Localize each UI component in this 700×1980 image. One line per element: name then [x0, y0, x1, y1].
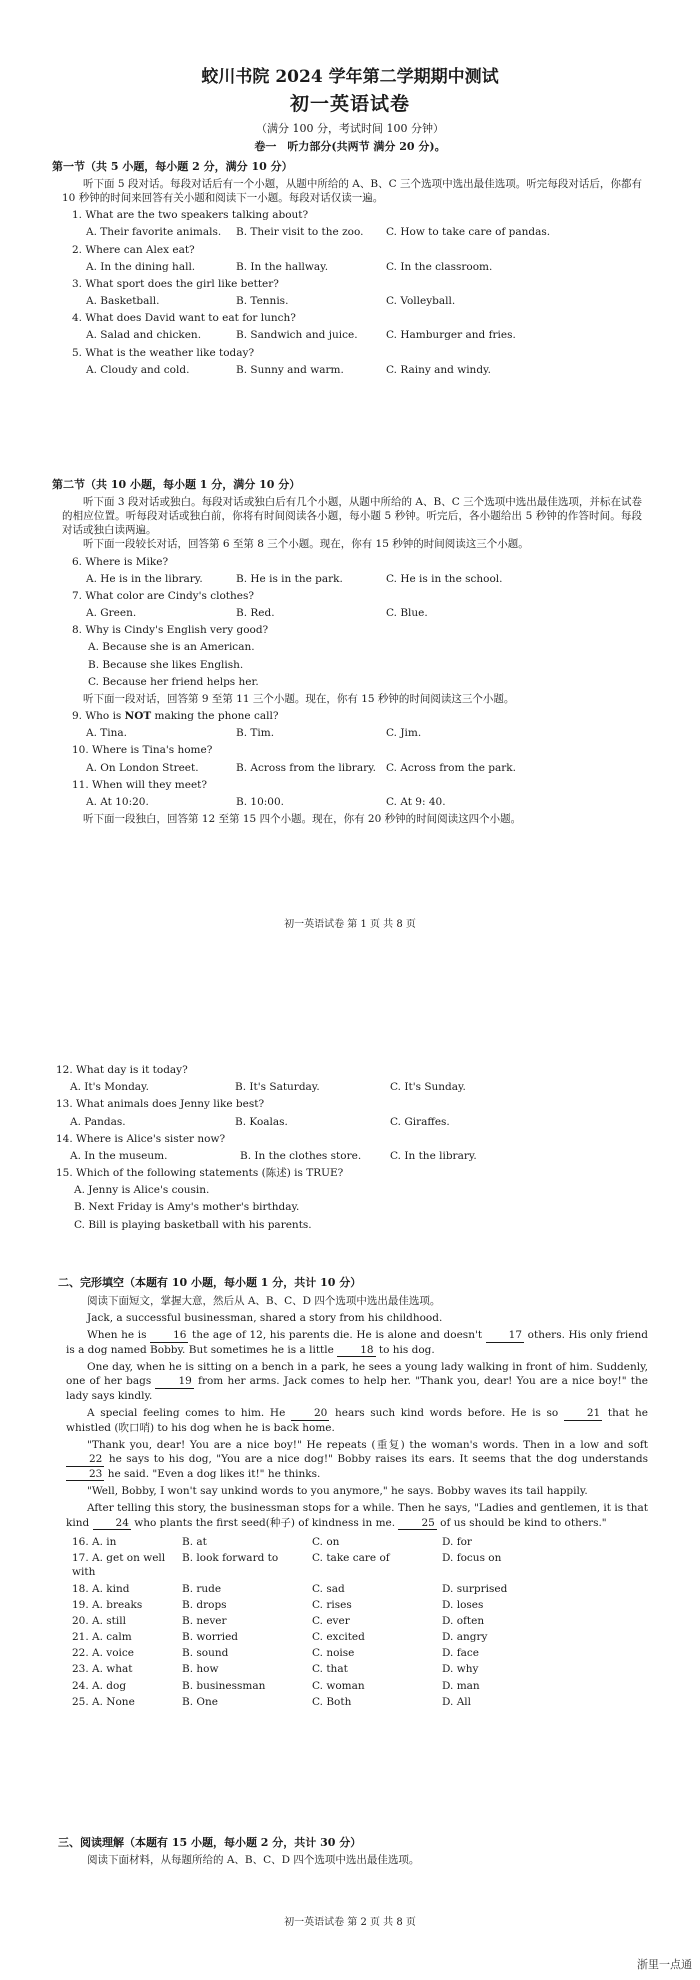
- option-a: A. Green.: [86, 607, 137, 620]
- cloze-paragraph-6: "Well, Bobby, I won't say unkind words to you anymore," he says. Bobby waves its tail happily.: [87, 1485, 588, 1498]
- cloze-options-table: [66, 1534, 562, 1710]
- option-c: C. Volleyball.: [386, 295, 456, 308]
- question-text: 13. What animals does Jenny like best?: [56, 1098, 265, 1111]
- section-1-heading: 第一节（共 5 小题，每小题 2 分，满分 10 分）: [52, 160, 293, 173]
- option-c: C. It's Sunday.: [390, 1081, 466, 1094]
- cloze-option-d: D. All: [442, 1695, 472, 1708]
- option-b: B. Next Friday is Amy's mother's birthday.: [74, 1201, 300, 1214]
- blank-16: 16: [150, 1330, 188, 1343]
- option-c: C. Hamburger and fries.: [386, 329, 516, 342]
- question-15: [56, 1166, 646, 1232]
- option-a: A. Jenny is Alice's cousin.: [74, 1184, 210, 1197]
- cloze-option-row: [66, 1613, 562, 1629]
- question-4: [62, 311, 642, 342]
- cloze-option-d: D. surprised: [442, 1582, 508, 1595]
- cloze-paragraph-7: [66, 1501, 648, 1530]
- question-text: 14. Where is Alice's sister now?: [56, 1132, 226, 1145]
- option-c: C. Rainy and windy.: [386, 363, 491, 376]
- option-a: A. Cloudy and cold.: [86, 363, 190, 376]
- cloze-option-c: C. sad: [312, 1582, 345, 1595]
- listening-questions-continued: [56, 1060, 646, 1232]
- text-fragment: others. His only friend is a dog named Bobby. But sometimes he is a little: [66, 1329, 648, 1356]
- cloze-option-d: D. often: [442, 1614, 485, 1627]
- cloze-option-row: [66, 1629, 562, 1645]
- question-text-emphasis: NOT: [124, 710, 152, 723]
- cloze-option-n: 22. A. voice: [72, 1647, 135, 1660]
- option-a: A. At 10:20.: [86, 795, 149, 808]
- question-text: [72, 709, 642, 723]
- cloze-option-b: B. never: [182, 1614, 227, 1627]
- blank-21: 21: [564, 1408, 602, 1421]
- cloze-option-n: 19. A. breaks: [72, 1598, 143, 1611]
- page-1-footer: 初一英语试卷 第 1 页 共 8 页: [284, 919, 416, 930]
- watermark-text: 浙里一点通: [637, 1958, 692, 1971]
- option-b: B. In the hallway.: [236, 260, 329, 273]
- cloze-option-row: [66, 1581, 562, 1597]
- cloze-option-d: D. face: [442, 1647, 479, 1660]
- text-fragment: who plants the first seed(种子) of kindness in me.: [130, 1516, 399, 1529]
- cloze-option-c: C. rises: [312, 1598, 352, 1611]
- blank-17: 17: [486, 1330, 524, 1343]
- section-1: [52, 160, 642, 377]
- text-fragment: A special feeling comes to him. He: [87, 1407, 291, 1420]
- cloze-option-d: D. man: [442, 1679, 480, 1692]
- question-11: [62, 778, 642, 809]
- cloze-option-b: B. businessman: [182, 1679, 266, 1692]
- option-a: A. In the museum.: [70, 1149, 168, 1162]
- blank-23: 23: [66, 1469, 104, 1482]
- option-a: A. Pandas.: [70, 1115, 126, 1128]
- page-2-footer: 初一英语试卷 第 2 页 共 8 页: [284, 1917, 416, 1928]
- exam-info: （满分 100 分，考试时间 100 分钟）: [256, 122, 444, 135]
- school-title: 蛟川书院 2024 学年第二学期期中测试: [201, 67, 499, 87]
- blank-24: 24: [93, 1518, 131, 1531]
- option-c: C. At 9: 40.: [386, 795, 446, 808]
- option-b: B. Because she likes English.: [88, 658, 244, 671]
- cloze-option-c: C. on: [312, 1536, 340, 1549]
- volume-heading: 卷一 听力部分(共两节 满分 20 分)。: [254, 140, 446, 153]
- option-a: A. In the dining hall.: [86, 260, 196, 273]
- cloze-section: [58, 1276, 648, 1710]
- question-text: 12. What day is it today?: [56, 1064, 188, 1076]
- cloze-option-row: [66, 1534, 562, 1550]
- cloze-option-row: [66, 1550, 562, 1580]
- blank-18: 18: [337, 1345, 375, 1358]
- question-12: [56, 1063, 646, 1094]
- cloze-paragraph-5: [66, 1438, 648, 1481]
- reading-heading: 三、阅读理解（本题有 15 小题，每小题 2 分，共计 30 分）: [58, 1836, 362, 1849]
- reading-section: [58, 1836, 648, 1867]
- text-fragment: hears such kind words before. He is so: [329, 1407, 564, 1420]
- question-text: 15. Which of the following statements (陈述) is TRUE?: [56, 1167, 344, 1180]
- cloze-paragraph-3: [66, 1360, 648, 1403]
- blank-25: 25: [398, 1518, 436, 1531]
- question-5: [62, 346, 642, 377]
- cloze-option-c: C. woman: [312, 1679, 365, 1692]
- option-c: C. He is in the school.: [386, 572, 503, 585]
- option-c: C. How to take care of pandas.: [386, 226, 551, 239]
- question-text: 4. What does David want to eat for lunch?: [72, 312, 296, 325]
- section-2: [52, 478, 642, 826]
- cloze-paragraph-1: Jack, a successful businessman, shared a story from his childhood.: [87, 1312, 443, 1325]
- cloze-option-b: B. One: [182, 1695, 218, 1708]
- section-1-instruction: 听下面 5 段对话。每段对话后有一个小题，从题中所给的 A、B、C 三个选项中选出最佳选项。听完每段对话后，你都有 10 秒钟的时间来回答有关小题和阅读下一小题。每段对话仅读一遍。: [62, 177, 642, 205]
- question-9: [62, 709, 642, 740]
- cloze-option-n: 17. A. get on well with: [72, 1552, 166, 1579]
- cloze-option-d: D. angry: [442, 1631, 488, 1644]
- option-a: A. It's Monday.: [70, 1081, 149, 1094]
- question-text: 5. What is the weather like today?: [72, 346, 255, 359]
- cloze-option-b: B. worried: [182, 1631, 239, 1644]
- question-text: 1. What are the two speakers talking about?: [72, 209, 309, 222]
- cloze-option-c: C. take care of: [312, 1552, 390, 1565]
- option-b: B. In the clothes store.: [240, 1149, 362, 1162]
- option-c: C. Blue.: [386, 607, 428, 620]
- question-text: 10. Where is Tina's home?: [72, 744, 213, 757]
- question-text-post: making the phone call?: [151, 710, 279, 723]
- question-14: [56, 1132, 646, 1163]
- option-a: A. He is in the library.: [86, 572, 203, 585]
- option-b: B. It's Saturday.: [235, 1081, 320, 1094]
- cloze-option-b: B. drops: [182, 1598, 227, 1611]
- cloze-option-d: D. focus on: [442, 1552, 502, 1565]
- option-a: A. Because she is an American.: [88, 641, 255, 654]
- question-7: [62, 589, 642, 620]
- option-c: C. In the classroom.: [386, 260, 493, 273]
- section-2-heading: 第二节（共 10 小题，每小题 1 分，满分 10 分）: [52, 478, 301, 491]
- option-b: B. Across from the library.: [236, 761, 376, 774]
- option-b: B. Sandwich and juice.: [236, 329, 358, 342]
- cloze-heading: 二、完形填空（本题有 10 小题，每小题 1 分，共计 10 分）: [58, 1276, 362, 1289]
- option-b: B. Red.: [236, 607, 275, 620]
- cloze-option-d: D. for: [442, 1536, 472, 1549]
- option-b: B. 10:00.: [236, 795, 284, 808]
- question-2: [62, 243, 642, 274]
- option-c: C. Bill is playing basketball with his parents.: [74, 1218, 312, 1231]
- question-8: [62, 623, 642, 689]
- question-text: 2. Where can Alex eat?: [72, 243, 195, 256]
- cloze-option-row: [66, 1597, 562, 1613]
- text-fragment: "Thank you, dear! You are a nice boy!" He repeats (重复) the woman's words. Then in a low and soft: [87, 1438, 648, 1451]
- question-13: [56, 1097, 646, 1128]
- cloze-option-n: 18. A. kind: [72, 1582, 130, 1595]
- cloze-option-c: C. that: [312, 1663, 348, 1676]
- cloze-option-b: B. sound: [182, 1647, 229, 1660]
- cloze-option-n: 24. A. dog: [72, 1679, 127, 1692]
- question-3: [62, 277, 642, 308]
- cloze-option-n: 23. A. what: [72, 1663, 133, 1676]
- option-b: B. Sunny and warm.: [236, 363, 344, 376]
- question-text: 7. What color are Cindy's clothes?: [72, 589, 254, 602]
- option-b: B. Tennis.: [236, 295, 289, 308]
- text-fragment: he says to his dog, "You are a nice dog!" Bobby raises its ears. It seems that the dog understands: [104, 1453, 648, 1466]
- cloze-option-row: [66, 1694, 562, 1710]
- question-text-pre: 9. Who is: [72, 710, 125, 723]
- cloze-option-n: 20. A. still: [72, 1614, 126, 1627]
- option-a: A. Their favorite animals.: [86, 226, 222, 239]
- blank-22: 22: [66, 1454, 104, 1467]
- cloze-paragraph-2: [66, 1328, 648, 1357]
- question-text: 11. When will they meet?: [72, 778, 208, 791]
- cloze-paragraph-4: [66, 1406, 648, 1435]
- question-10: [62, 743, 642, 774]
- section-2-instruction: 听下面 3 段对话或独白。每段对话或独白后有几个小题，从题中所给的 A、B、C 三个选项中选出最佳选项，并标在试卷的相应位置。听每段对话或独白前，你将有时间阅读各小题，每小题 5 秒钟。听完后，各小题给出 5 秒钟的作答时间。每段对话或独白读两遍。: [62, 495, 642, 537]
- cloze-option-b: B. how: [182, 1663, 219, 1676]
- blank-20: 20: [291, 1408, 329, 1421]
- cloze-option-c: C. excited: [312, 1631, 365, 1644]
- text-fragment: that he whistled (吹口哨) to his dog when he is back home.: [66, 1407, 648, 1434]
- cloze-option-n: 25. A. None: [72, 1695, 135, 1708]
- option-c: C. Because her friend helps her.: [88, 675, 259, 688]
- cloze-option-b: B. at: [182, 1536, 207, 1549]
- question-text: 3. What sport does the girl like better?: [72, 277, 279, 290]
- text-fragment: the age of 12, his parents die. He is alone and doesn't: [188, 1329, 486, 1342]
- option-b: B. He is in the park.: [236, 572, 343, 585]
- cloze-option-c: C. ever: [312, 1614, 350, 1627]
- cloze-option-row: [66, 1645, 562, 1661]
- cloze-option-d: D. loses: [442, 1598, 484, 1611]
- question-1: [62, 208, 642, 239]
- option-b: B. Koalas.: [235, 1115, 288, 1128]
- section-2-sub3: 听下面一段独白，回答第 12 至第 15 四个小题。现在，你有 20 秒钟的时间阅读这四个小题。: [83, 813, 522, 826]
- exam-title: 初一英语试卷: [289, 93, 410, 115]
- text-fragment: to his dog.: [375, 1343, 435, 1356]
- cloze-option-n: 21. A. calm: [72, 1631, 132, 1644]
- text-fragment: of us should be kind to others.": [436, 1516, 607, 1529]
- option-c: C. Across from the park.: [386, 761, 517, 774]
- option-a: A. Tina.: [86, 727, 127, 740]
- cloze-option-d: D. why: [442, 1663, 479, 1676]
- cloze-option-n: 16. A. in: [72, 1536, 117, 1549]
- cloze-instruction: 阅读下面短文，掌握大意，然后从 A、B、C、D 四个选项中选出最佳选项。: [87, 1294, 441, 1307]
- option-c: C. Jim.: [386, 727, 422, 740]
- cloze-option-c: C. noise: [312, 1647, 355, 1660]
- option-a: A. Basketball.: [86, 295, 160, 308]
- option-c: C. In the library.: [390, 1149, 477, 1162]
- option-b: B. Their visit to the zoo.: [236, 226, 364, 239]
- blank-19: 19: [155, 1376, 193, 1389]
- text-fragment: After telling this story, the businessman stops for a while. Then he says, "Ladies and gentlemen, it is that kind: [66, 1502, 648, 1529]
- exam-page-2: [0, 1040, 700, 1980]
- question-6: [62, 555, 642, 586]
- section-2-sub2: 听下面一段对话，回答第 9 至第 11 三个小题。现在，你有 15 秒钟的时间阅读这三个小题。: [83, 692, 515, 705]
- cloze-option-b: B. look forward to: [182, 1552, 279, 1565]
- option-b: B. Tim.: [236, 727, 275, 740]
- section-2-sub1: 听下面一段较长对话，回答第 6 至第 8 三个小题。现在，你有 15 秒钟的时间阅读这三个小题。: [83, 538, 529, 551]
- question-text: 6. Where is Mike?: [72, 555, 169, 568]
- cloze-option-row: [66, 1661, 562, 1677]
- text-fragment: When he is: [87, 1329, 151, 1342]
- cloze-option-row: [66, 1678, 562, 1694]
- option-a: A. Salad and chicken.: [86, 329, 202, 342]
- option-c: C. Giraffes.: [390, 1115, 450, 1128]
- text-fragment: One day, when he is sitting on a bench in a park, he sees a young lady walking in front of him. Suddenly, one of her bags: [66, 1361, 648, 1388]
- text-fragment: he said. "Even a dog likes it!" he thinks.: [104, 1467, 321, 1480]
- cloze-option-c: C. Both: [312, 1695, 352, 1708]
- reading-instruction: 阅读下面材料，从每题所给的 A、B、C、D 四个选项中选出最佳选项。: [87, 1853, 420, 1866]
- text-fragment: from her arms. Jack comes to help her. "Thank you, dear! You are a nice boy!" the lady says kindly.: [66, 1375, 648, 1402]
- question-text: 8. Why is Cindy's English very good?: [72, 624, 269, 637]
- option-a: A. On London Street.: [86, 761, 199, 774]
- cloze-option-b: B. rude: [182, 1582, 222, 1595]
- exam-page-1: [0, 0, 700, 975]
